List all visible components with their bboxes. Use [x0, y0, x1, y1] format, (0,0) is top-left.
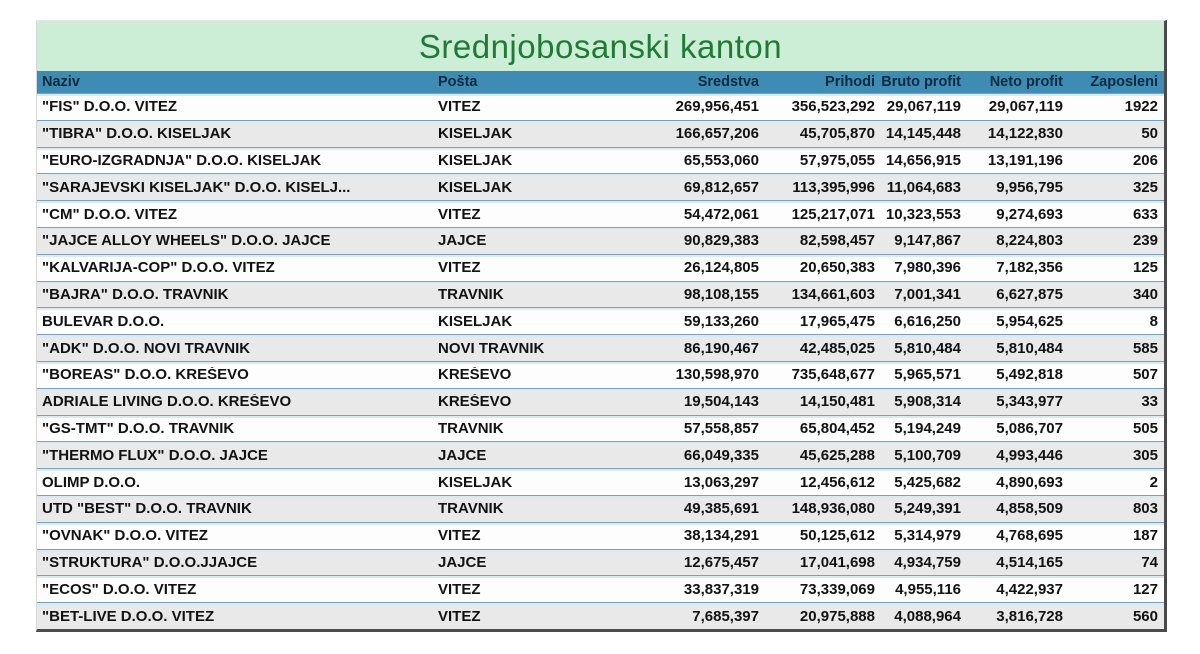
cell-bruto_profit: 9,147,867	[894, 233, 961, 249]
cell-prihodi: 113,395,996	[792, 179, 875, 195]
cell-bruto_profit: 7,001,341	[894, 286, 961, 302]
table-row	[37, 415, 1164, 442]
cell-posta: KISELJAK	[438, 126, 513, 142]
cell-naziv: "ADK" D.O.O. NOVI TRAVNIK	[42, 340, 251, 356]
cell-naziv: "BET-LIVE D.O.O. VITEZ	[42, 608, 215, 624]
cell-zaposleni: 305	[1132, 447, 1158, 463]
cell-prihodi: 134,661,603	[791, 286, 875, 302]
cell-posta: TRAVNIK	[438, 286, 504, 302]
cell-prihodi: 65,804,452	[799, 420, 875, 436]
table-row	[37, 200, 1164, 227]
cell-posta: KISELJAK	[438, 179, 513, 195]
cell-posta: VITEZ	[438, 206, 481, 222]
cell-prihodi: 73,339,069	[799, 581, 875, 597]
cell-naziv: UTD "BEST" D.O.O. TRAVNIK	[42, 501, 252, 517]
cell-neto_profit: 6,627,875	[996, 286, 1063, 302]
cell-sredstva: 38,134,291	[683, 528, 759, 544]
data-table	[36, 20, 1167, 632]
cell-posta: KISELJAK	[438, 474, 513, 490]
cell-posta: KREŠEVO	[438, 394, 512, 410]
table-row	[37, 120, 1164, 147]
cell-neto_profit: 9,274,693	[996, 206, 1063, 222]
cell-neto_profit: 13,191,196	[987, 152, 1063, 168]
cell-posta: KREŠEVO	[438, 367, 512, 383]
cell-prihodi: 735,648,677	[791, 367, 875, 383]
cell-zaposleni: 74	[1141, 554, 1158, 570]
cell-bruto_profit: 4,088,964	[894, 608, 961, 624]
cell-sredstva: 49,385,691	[683, 501, 759, 517]
table-row	[37, 334, 1164, 361]
cell-prihodi: 50,125,612	[799, 528, 875, 544]
cell-naziv: "OVNAK" D.O.O. VITEZ	[42, 528, 208, 544]
cell-zaposleni: 127	[1132, 581, 1158, 597]
table-row	[37, 602, 1164, 629]
page-title: Srednjobosanski kanton	[418, 27, 783, 65]
cell-sredstva: 269,956,451	[675, 99, 759, 115]
cell-prihodi: 82,598,457	[799, 233, 875, 249]
cell-bruto_profit: 14,145,448	[885, 126, 961, 142]
cell-neto_profit: 5,343,977	[996, 394, 1063, 410]
cell-neto_profit: 7,182,356	[996, 260, 1063, 276]
cell-prihodi: 42,485,025	[799, 340, 875, 356]
cell-zaposleni: 8	[1149, 313, 1158, 329]
cell-zaposleni: 507	[1132, 367, 1158, 383]
cell-naziv: "BAJRA" D.O.O. TRAVNIK	[42, 286, 229, 302]
cell-neto_profit: 5,954,625	[996, 313, 1063, 329]
cell-bruto_profit: 14,656,915	[885, 152, 961, 168]
cell-naziv: "CM" D.O.O. VITEZ	[42, 206, 178, 222]
cell-prihodi: 17,965,475	[799, 313, 875, 329]
table-header-row	[37, 71, 1164, 93]
cell-zaposleni: 2	[1149, 474, 1158, 490]
cell-posta: JAJCE	[438, 554, 487, 570]
cell-sredstva: 130,598,970	[675, 367, 759, 383]
table-row	[37, 388, 1164, 415]
cell-naziv: "GS-TMT" D.O.O. TRAVNIK	[42, 420, 235, 436]
cell-zaposleni: 1922	[1124, 99, 1158, 115]
table-title-bar	[37, 21, 1164, 71]
cell-naziv: "KALVARIJA-COP" D.O.O. VITEZ	[42, 260, 275, 276]
cell-naziv: "JAJCE ALLOY WHEELS" D.O.O. JAJCE	[42, 233, 331, 249]
cell-naziv: ADRIALE LIVING D.O.O. KREŠEVO	[42, 394, 292, 410]
cell-sredstva: 90,829,383	[683, 233, 759, 249]
cell-bruto_profit: 5,100,709	[894, 447, 961, 463]
cell-bruto_profit: 5,194,249	[894, 420, 961, 436]
table-row	[37, 522, 1164, 549]
cell-zaposleni: 340	[1132, 286, 1158, 302]
cell-sredstva: 66,049,335	[683, 447, 759, 463]
table-row	[37, 227, 1164, 254]
cell-posta: JAJCE	[438, 447, 487, 463]
cell-sredstva: 86,190,467	[683, 340, 759, 356]
cell-zaposleni: 325	[1132, 179, 1158, 195]
cell-naziv: OLIMP D.O.O.	[42, 474, 141, 490]
cell-posta: NOVI TRAVNIK	[438, 340, 545, 356]
table-row	[37, 173, 1164, 200]
table-row	[37, 575, 1164, 602]
column-header-posta: Pošta	[438, 74, 478, 90]
cell-neto_profit: 9,956,795	[996, 179, 1063, 195]
cell-bruto_profit: 5,965,571	[894, 367, 961, 383]
cell-zaposleni: 125	[1132, 260, 1158, 276]
cell-prihodi: 14,150,481	[799, 394, 875, 410]
cell-prihodi: 125,217,071	[791, 206, 875, 222]
cell-sredstva: 7,685,397	[692, 608, 759, 624]
cell-prihodi: 356,523,292	[791, 99, 875, 115]
cell-sredstva: 98,108,155	[683, 286, 759, 302]
cell-zaposleni: 803	[1132, 501, 1158, 517]
cell-naziv: "THERMO FLUX" D.O.O. JAJCE	[42, 447, 268, 463]
cell-sredstva: 12,675,457	[683, 554, 759, 570]
cell-prihodi: 17,041,698	[799, 554, 875, 570]
cell-neto_profit: 4,858,509	[996, 501, 1063, 517]
cell-neto_profit: 4,993,446	[996, 447, 1063, 463]
cell-zaposleni: 505	[1132, 420, 1158, 436]
cell-neto_profit: 8,224,803	[996, 233, 1063, 249]
cell-sredstva: 57,558,857	[683, 420, 759, 436]
column-header-prihodi: Prihodi	[825, 74, 875, 90]
cell-prihodi: 45,705,870	[799, 126, 875, 142]
cell-prihodi: 20,650,383	[799, 260, 875, 276]
cell-prihodi: 20,975,888	[799, 608, 875, 624]
cell-prihodi: 45,625,288	[799, 447, 875, 463]
table-row	[37, 281, 1164, 308]
cell-sredstva: 54,472,061	[683, 206, 759, 222]
cell-posta: VITEZ	[438, 608, 481, 624]
table-row	[37, 254, 1164, 281]
cell-bruto_profit: 5,810,484	[894, 340, 961, 356]
cell-posta: VITEZ	[438, 581, 481, 597]
cell-bruto_profit: 5,314,979	[894, 528, 961, 544]
cell-sredstva: 33,837,319	[683, 581, 759, 597]
cell-zaposleni: 33	[1141, 394, 1158, 410]
cell-posta: TRAVNIK	[438, 501, 504, 517]
cell-naziv: "SARAJEVSKI KISELJAK" D.O.O. KISELJ...	[42, 179, 351, 195]
cell-naziv: "FIS" D.O.O. VITEZ	[42, 99, 178, 115]
cell-bruto_profit: 5,425,682	[894, 474, 961, 490]
cell-neto_profit: 5,810,484	[996, 340, 1063, 356]
cell-bruto_profit: 4,955,116	[895, 581, 961, 597]
table-row	[37, 147, 1164, 174]
cell-posta: VITEZ	[438, 528, 481, 544]
table-row	[37, 495, 1164, 522]
cell-posta: JAJCE	[438, 233, 487, 249]
cell-neto_profit: 4,890,693	[996, 474, 1063, 490]
cell-zaposleni: 206	[1132, 152, 1158, 168]
column-header-naziv: Naziv	[42, 74, 80, 90]
cell-prihodi: 57,975,055	[799, 152, 875, 168]
cell-naziv: "EURO-IZGRADNJA" D.O.O. KISELJAK	[42, 152, 322, 168]
cell-zaposleni: 560	[1132, 608, 1158, 624]
cell-sredstva: 19,504,143	[683, 394, 759, 410]
cell-prihodi: 12,456,612	[799, 474, 875, 490]
cell-posta: KISELJAK	[438, 313, 513, 329]
cell-sredstva: 13,063,297	[683, 474, 759, 490]
table-row	[37, 361, 1164, 388]
cell-neto_profit: 29,067,119	[988, 99, 1063, 115]
table-row	[37, 468, 1164, 495]
cell-posta: TRAVNIK	[438, 420, 504, 436]
cell-bruto_profit: 29,067,119	[886, 99, 961, 115]
cell-bruto_profit: 5,249,391	[894, 501, 961, 517]
cell-bruto_profit: 10,323,553	[885, 206, 961, 222]
cell-sredstva: 166,657,206	[675, 126, 759, 142]
cell-zaposleni: 633	[1132, 206, 1158, 222]
cell-naziv: "STRUKTURA" D.O.O.JJAJCE	[42, 554, 258, 570]
cell-sredstva: 69,812,657	[683, 179, 759, 195]
column-header-zaposleni: Zaposleni	[1090, 74, 1158, 90]
cell-bruto_profit: 4,934,759	[894, 554, 961, 570]
table-body	[37, 93, 1164, 629]
cell-neto_profit: 3,816,728	[996, 608, 1063, 624]
cell-neto_profit: 14,122,830	[987, 126, 1063, 142]
cell-naziv: BULEVAR D.O.O.	[42, 313, 165, 329]
cell-neto_profit: 5,086,707	[996, 420, 1063, 436]
cell-neto_profit: 4,422,937	[996, 581, 1063, 597]
cell-posta: KISELJAK	[438, 152, 513, 168]
table-row	[37, 93, 1164, 120]
cell-zaposleni: 187	[1132, 528, 1158, 544]
cell-naziv: "ECOS" D.O.O. VITEZ	[42, 581, 197, 597]
cell-zaposleni: 585	[1132, 340, 1158, 356]
cell-prihodi: 148,936,080	[791, 501, 875, 517]
cell-neto_profit: 4,768,695	[996, 528, 1063, 544]
cell-sredstva: 59,133,260	[683, 313, 759, 329]
table-row	[37, 307, 1164, 334]
column-header-neto_profit: Neto profit	[989, 74, 1063, 90]
table-row	[37, 441, 1164, 468]
cell-naziv: "BOREAS" D.O.O. KREŠEVO	[42, 367, 249, 383]
cell-neto_profit: 5,492,818	[996, 367, 1063, 383]
table-row	[37, 549, 1164, 576]
cell-bruto_profit: 6,616,250	[894, 313, 961, 329]
cell-bruto_profit: 5,908,314	[894, 394, 961, 410]
column-header-sredstva: Sredstva	[697, 74, 759, 90]
cell-bruto_profit: 11,064,683	[886, 179, 961, 195]
cell-zaposleni: 239	[1132, 233, 1158, 249]
cell-sredstva: 26,124,805	[683, 260, 759, 276]
cell-zaposleni: 50	[1141, 126, 1158, 142]
cell-sredstva: 65,553,060	[683, 152, 759, 168]
cell-posta: VITEZ	[438, 260, 481, 276]
cell-neto_profit: 4,514,165	[996, 554, 1063, 570]
cell-bruto_profit: 7,980,396	[894, 260, 961, 276]
cell-posta: VITEZ	[438, 99, 481, 115]
column-header-bruto_profit: Bruto profit	[881, 74, 961, 90]
cell-naziv: "TIBRA" D.O.O. KISELJAK	[42, 126, 232, 142]
